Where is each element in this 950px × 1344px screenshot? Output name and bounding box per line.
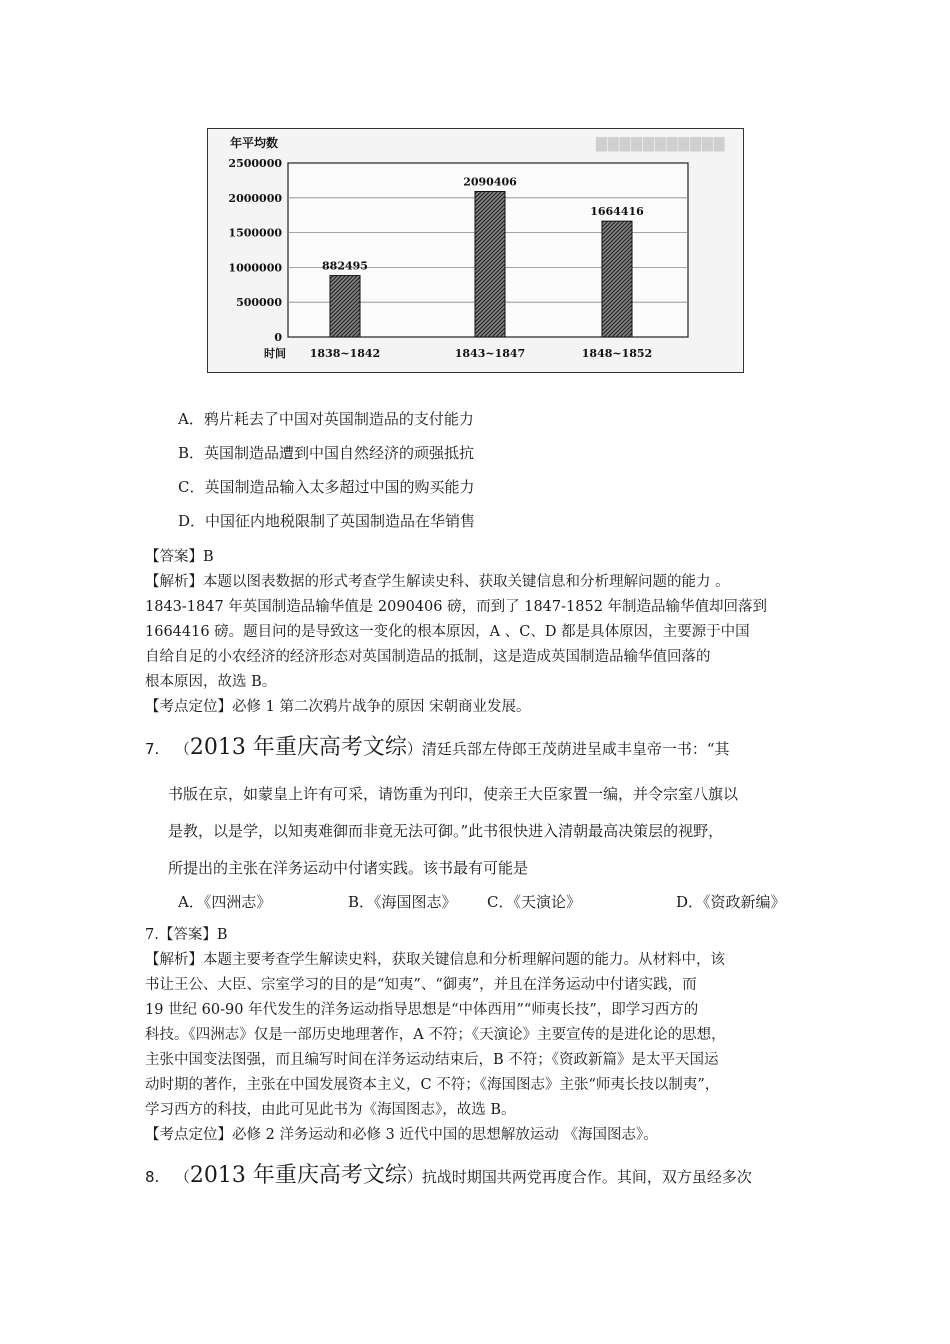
- chart-svg: [208, 129, 743, 372]
- q7-stem-first-line: [145, 730, 730, 761]
- q6-analysis-line-2: 1843-1847 年英国制造品输华值是 2090406 磅，而到了 1847-1852 年制造品输华值却回落到: [145, 599, 768, 615]
- q7-stem-line-4: 所提出的主张在洋务运动中付诸实践。该书最有可能是: [168, 859, 529, 877]
- q8-paren-open: （: [174, 1168, 190, 1186]
- bar-value-label: 882495: [322, 259, 368, 273]
- bar: [602, 221, 632, 337]
- q7-analysis-line-5: 主张中国变法图强，而且编写时间在洋务运动结束后，B 不符；《资政新篇》是太平天国运: [145, 1052, 719, 1068]
- q7-analysis-line-2: 书让王公、大臣、宗室学习的目的是“知夷”、“御夷”，并且在洋务运动中付诸实践，而: [145, 977, 697, 993]
- q6-analysis-line-5: 根本原因，故选 B。: [145, 674, 277, 690]
- q8-stem-first: 抗战时期国共两党再度合作。其间，双方虽经多次: [421, 1168, 752, 1186]
- q7-analysis-line-3: 19 世纪 60-90 年代发生的洋务运动指导思想是“中体西用”“师夷长技”，即学习西方的: [145, 1002, 699, 1018]
- q7-analysis-line-1: 【解析】本题主要考查学生解读史料，获取关键信息和分析理解问题的能力。从材料中，该: [145, 952, 725, 968]
- q7-paren-open: （: [174, 740, 190, 758]
- q6-option-d: D．中国征内地税限制了英国制造品在华销售: [178, 512, 476, 530]
- q7-stem-line-2: 书版在京，如蒙皇上许有可采，请饬重为刊印，使亲王大臣家置一编，并令宗室八旗以: [168, 785, 739, 803]
- q6-option-c: C．英国制造品输入太多超过中国的购买能力: [178, 478, 475, 496]
- y-tick-label: 500000: [236, 296, 282, 310]
- bar-value-label: 1664416: [590, 205, 644, 219]
- q7-number: 7.: [145, 740, 160, 758]
- q7-source: 2013 年重庆高考文综: [189, 735, 407, 760]
- q7-option-b: B．《海国图志》: [348, 893, 457, 911]
- q6-answer: 【答案】B: [145, 549, 214, 565]
- q7-stem-first: 清廷兵部左侍郎王茂荫进呈咸丰皇帝一书：“其: [421, 740, 730, 758]
- q7-answer: 7.【答案】B: [145, 927, 228, 943]
- y-tick-label: 1500000: [228, 226, 282, 240]
- q6-analysis-line-4: 自给自足的小农经济的经济形态对英国制造品的抵制，这是造成英国制造品输华值回落的: [145, 649, 711, 665]
- y-tick-label: 2500000: [228, 157, 282, 170]
- q6-option-a: A．鸦片耗去了中国对英国制造品的支付能力: [178, 410, 474, 428]
- y-tick-label: 2000000: [228, 191, 282, 205]
- q6-analysis-line-3: 1664416 磅。题目问的是导致这一变化的根本原因，A 、C、D 都是具体原因，主要源于中国: [145, 624, 750, 640]
- q8-paren-close: ）: [406, 1168, 422, 1186]
- y-axis-label: 年平均数: [230, 136, 279, 150]
- q7-analysis-line-7: 学习西方的科技，由此可见此书为《海国图志》，故选 B。: [145, 1102, 516, 1118]
- bar-chart: [207, 128, 744, 373]
- q7-analysis-line-6: 动时期的著作，主张在中国发展资本主义，C 不符；《海国图志》主张“师夷长技以制夷”，: [145, 1077, 720, 1093]
- x-tick-label: 1838~1842: [309, 347, 381, 360]
- q7-option-a: A．《四洲志》: [178, 893, 272, 911]
- y-tick-label: 1000000: [228, 261, 282, 275]
- q8-number: 8.: [145, 1168, 160, 1186]
- x-axis-label: 时间: [264, 347, 286, 360]
- x-tick-label: 1848~1852: [581, 347, 653, 360]
- q7-paren-close: ）: [406, 740, 422, 758]
- q6-position: 【考点定位】必修 1 第二次鸦片战争的原因 宋朝商业发展。: [145, 699, 531, 715]
- q8-stem-first-line: [145, 1158, 752, 1189]
- bleed-through-text: ▇▇▇▇▇▇▇▇▇▇▇: [596, 136, 726, 152]
- x-tick-label: 1843~1847: [454, 347, 526, 360]
- q7-option-d: D．《资政新编》: [676, 893, 786, 911]
- q7-option-c: C．《天演论》: [487, 893, 581, 911]
- q6-analysis-line-1: 【解析】本题以图表数据的形式考查学生解读史科、获取关键信息和分析理解问题的能力 。: [145, 574, 730, 590]
- y-tick-label: 0: [274, 331, 282, 344]
- q6-option-b: B．英国制造品遭到中国自然经济的顽强抵抗: [178, 444, 475, 462]
- q7-stem-line-3: 是教，以是学，以知夷难御而非竟无法可御。”此书很快进入清朝最高决策层的视野，: [168, 822, 724, 840]
- bar: [330, 276, 360, 337]
- q7-position: 【考点定位】必修 2 洋务运动和必修 3 近代中国的思想解放运动 《海国图志》。: [145, 1127, 658, 1143]
- bar-value-label: 2090406: [463, 175, 517, 189]
- q8-source: 2013 年重庆高考文综: [189, 1163, 407, 1188]
- q7-analysis-line-4: 科技。《四洲志》仅是一部历史地理著作，A 不符；《天演论》主要宣传的是进化论的思想，: [145, 1027, 726, 1043]
- bar: [475, 192, 505, 337]
